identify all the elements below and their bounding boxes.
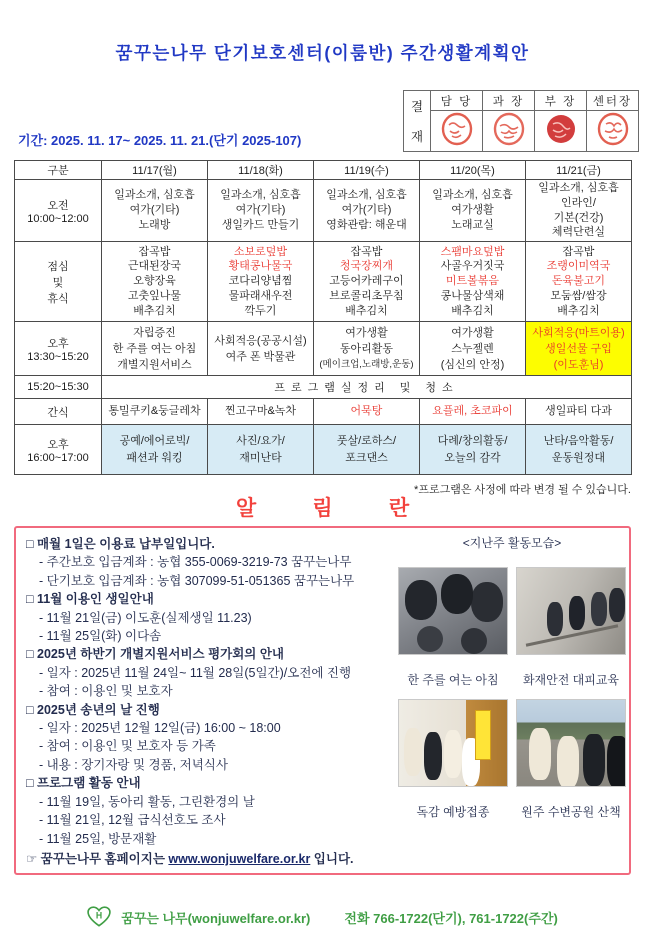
notice-item: □ 프로그램 활동 안내 [26,776,141,791]
schedule-table [14,160,632,475]
approval-label-char: 결 [410,100,424,114]
row-label-snack: 간식 [15,399,102,425]
notice-subitem: - 일자 : 2025년 11월 24일~ 11월 28일(5일간)/오전에 진행 [39,665,352,680]
photo-cell [516,567,626,688]
center-logo-icon [87,906,111,928]
day-header: 11/20(목) [420,161,526,180]
approval-row-label [404,91,431,152]
notice-list [26,535,394,868]
seal-stamp-icon [492,112,526,146]
day-header: 11/19(수) [314,161,420,180]
notice-subitem: - 일자 : 2025년 12월 12일(금) 16:00 ~ 18:00 [39,721,281,736]
activity-photo-park-walk [516,699,626,787]
approval-col-centerjang: 센터장 [587,91,639,111]
schedule-cell: 풋살/로하스/ 포크댄스 [314,425,420,475]
photo-caption: 원주 수변공원 산책 [521,805,621,819]
notice-item: □ 11월 이용인 생일안내 [26,592,154,607]
approval-stamp-cell [431,111,483,152]
seal-stamp-icon [596,112,630,146]
schedule-cell: 일과소개, 심호흡 여가(기타) 영화관람: 해운대 [314,180,420,242]
homepage-link[interactable]: www.wonjuwelfare.or.kr [168,851,311,866]
page-title: 꿈꾸는나무 단기보호센터(이룸반) 주간생활계획안 [115,43,530,63]
photo-cell [398,567,508,688]
page-footer [0,906,645,928]
footer-org: 꿈꾸는 나무(wonjuwelfare.or.kr) [121,910,311,926]
row-label-pm2: 오후 16:00~17:00 [15,425,102,475]
schedule-cell: 스팸마요덮밥 사골우거짓국 미트볼볶음 콩나물삼색채 배추김치 [420,242,526,322]
schedule-cell: 잡곡밥 청국장찌개 고등어카레구이 브로콜리초무침 배추김치 [314,242,420,322]
corner-header: 구분 [15,161,102,180]
notice-title: 알 림 란 [235,497,410,520]
approval-col-gwajang: 과 장 [483,91,535,111]
notice-subitem: - 내용 : 장기자랑 및 경품, 저녁식사 [39,757,228,772]
notice-item: □ 2025년 송년의 날 진행 [26,702,160,717]
approval-stamp-cell [587,111,639,152]
notice-item: □ 2025년 하반기 개별지원서비스 평가회의 안내 [26,647,284,662]
approval-col-damdang: 담 당 [431,91,483,111]
schedule-cell: 잡곡밥 근대된장국 오향장육 고춧잎나물 배추김치 [102,242,208,322]
notice-subitem: - 참여 : 이용인 및 보호자 [39,684,173,699]
notice-subitem: - 11월 25일, 방문재활 [39,831,157,846]
schedule-cell: 사회적응(공공시설) 여주 폰 박물관 [208,322,314,376]
seal-stamp-icon [440,112,474,146]
schedule-footnote: *프로그램은 사정에 따라 변경 될 수 있습니다. [414,484,631,496]
row-label-pm1: 오후 13:30~15:20 [15,322,102,376]
day-header: 11/21(금) [526,161,632,180]
photos-title: <지난주 활동모습> [462,536,562,550]
day-header: 11/18(화) [208,161,314,180]
photo-cell [398,699,508,820]
schedule-cell: 생일파티 다과 [526,399,632,425]
notice-subitem: - 11월 25일(화) 이다솜 [39,629,162,644]
row-label-cleanup: 15:20~15:30 [15,376,102,399]
schedule-cell: 일과소개, 심호흡 인라인/ 기본(건강) 체력단련실 [526,180,632,242]
approval-box [403,90,639,152]
activity-photo-fire-drill [516,567,626,655]
cleanup-cell: 프로그램실정리 및 청소 [102,376,632,399]
notice-item: □ 매월 1일은 이용료 납부일입니다. [26,537,215,551]
approval-col-bujang: 부 장 [535,91,587,111]
schedule-cell: 사회적응(마트이용) 생일선물 구입 (이도훈님) [526,322,632,376]
photo-grid [398,567,626,831]
activity-photo-flu-shot [398,699,508,787]
notice-subitem: - 단기보호 입금계좌 : 농협 307099-51-051365 꿈꾸는나무 [39,573,355,588]
day-header: 11/17(월) [102,161,208,180]
notice-subitem: - 11월 21일, 12월 급식선호도 조사 [39,813,226,828]
schedule-cell: 일과소개, 심호흡 여가(기타) 생일카드 만들기 [208,180,314,242]
schedule-cell: 여가생활 스누젤렌 (심신의 안정) [420,322,526,376]
schedule-cell: 여가생활 동아리활동 (메이크업,노래방,운동) [314,322,420,376]
photos-panel [398,534,626,831]
notice-subitem: - 11월 19일, 동아리 활동, 그린환경의 날 [39,794,255,809]
approval-stamp-cell [483,111,535,152]
schedule-cell: 난타/음악활동/ 운동원정대 [526,425,632,475]
notice-subitem: - 참여 : 이용인 및 보호자 등 가족 [39,739,216,754]
schedule-cell: 어묵탕 [314,399,420,425]
svg-text:H: H [96,910,103,921]
schedule-cell: 다례/창의활동/ 오늘의 감각 [420,425,526,475]
notice-subitem: - 11월 21일(금) 이도훈(실제생일 11.23) [39,610,252,625]
homepage-line: ☞ 꿈꾸는나무 홈페이지는 www.wonjuwelfare.or.kr 입니다. [26,851,354,866]
photo-cell [516,699,626,820]
approval-label-char: 재 [410,130,424,144]
photo-caption: 한 주를 여는 아침 [407,673,499,687]
row-label-morning: 오전 10:00~12:00 [15,180,102,242]
schedule-cell: 일과소개, 심호흡 여가생활 노래교실 [420,180,526,242]
schedule-cell: 공예/에어로빅/ 패션과 워킹 [102,425,208,475]
footer-phone: 전화 766-1722(단기), 761-1722(주간) [344,910,558,926]
approval-stamp-cell [535,111,587,152]
schedule-cell: 소보로덮밥 황태콩나물국 코다리양념찜 물파래새우전 깍두기 [208,242,314,322]
photo-caption: 독감 예방접종 [416,805,490,819]
notice-box [14,526,631,875]
seal-stamp-icon [544,112,578,146]
photo-caption: 화재안전 대피교육 [522,673,620,687]
schedule-cell: 사진/요가/ 재미난타 [208,425,314,475]
row-label-lunch: 점심 및 휴식 [15,242,102,322]
schedule-cell: 요플레, 초코파이 [420,399,526,425]
schedule-cell: 통밀쿠키&둥글레차 [102,399,208,425]
schedule-cell: 잡곡밥 조랭이미역국 돈육불고기 모둠쌈/쌈장 배추김치 [526,242,632,322]
notice-subitem: - 주간보호 입금계좌 : 농협 355-0069-3219-73 꿈꾸는나무 [39,555,352,570]
activity-photo-morning-opening [398,567,508,655]
schedule-cell: 일과소개, 심호흡 여가(기타) 노래방 [102,180,208,242]
schedule-cell: 자립증진 한 주를 여는 아침 개별지원서비스 [102,322,208,376]
schedule-cell: 찐고구마&녹차 [208,399,314,425]
period-label: 기간: 2025. 11. 17~ 2025. 11. 21.(단기 2025-107) [18,133,302,148]
